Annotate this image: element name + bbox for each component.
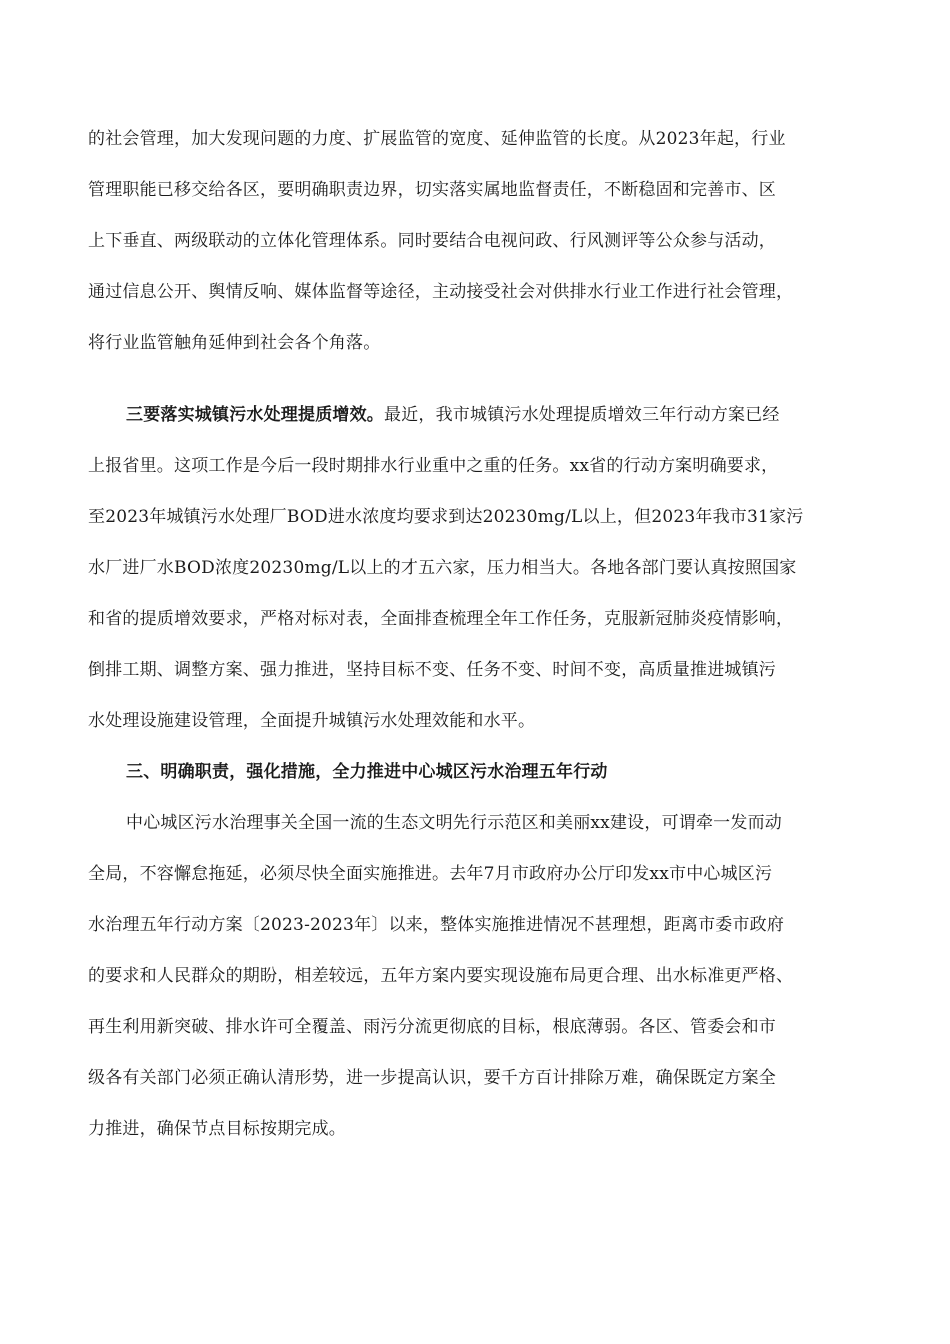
- text-line: 倒排工期、调整方案、强力推进，坚持目标不变、任务不变、时间不变，高质量推进城镇污: [88, 660, 776, 680]
- text-line: 和省的提质增效要求，严格对标对表，全面排查梳理全年工作任务，克服新冠肺炎疫情影响，: [88, 609, 794, 629]
- text-line: 将行业监管触角延伸到社会各个角落。: [88, 333, 381, 353]
- section-heading: 三、明确职责，强化措施，全力推进中心城区污水治理五年行动: [126, 762, 608, 782]
- inline-text: 最近，我市城镇污水处理提质增效三年行动方案已经: [384, 405, 780, 425]
- inline-heading: 三要落实城镇污水处理提质增效。: [126, 405, 384, 425]
- text-line: 水治理五年行动方案〔2023-2023年〕以来，整体实施推进情况不甚理想，距离市委市政府: [88, 915, 785, 935]
- text-line: 的要求和人民群众的期盼，相差较远，五年方案内要实现设施布局更合理、出水标准更严格、: [88, 966, 794, 986]
- text-line: 级各有关部门必须正确认清形势，进一步提高认识，要千方百计排除万难，确保既定方案全: [88, 1068, 776, 1088]
- text-line: 再生利用新突破、排水许可全覆盖、雨污分流更彻底的目标，根底薄弱。各区、管委会和市: [88, 1017, 776, 1037]
- text-line: 管理职能已移交给各区，要明确职责边界，切实落实属地监督责任，不断稳固和完善市、区: [88, 180, 776, 200]
- text-line: 通过信息公开、舆情反响、媒体监督等途径，主动接受社会对供排水行业工作进行社会管理，: [88, 282, 794, 302]
- text-line: 至2023年城镇污水处理厂BOD进水浓度均要求到达20230mg/L以上，但2023年我市31家污: [88, 507, 804, 527]
- text-line: 水厂进厂水BOD浓度20230mg/L以上的才五六家，压力相当大。各地各部门要认真按照国家: [88, 558, 797, 578]
- text-line: 的社会管理，加大发现问题的力度、扩展监管的宽度、延伸监管的长度。从2023年起，行业: [88, 129, 786, 149]
- text-line: 全局，不容懈怠拖延，必须尽快全面实施推进。去年7月市政府办公厅印发xx市中心城区污: [88, 864, 773, 884]
- paragraph-2: [88, 396, 878, 740]
- text-line: 水处理设施建设管理，全面提升城镇污水处理效能和水平。: [88, 711, 536, 731]
- text-line: 上下垂直、两级联动的立体化管理体系。同时要结合电视问政、行风测评等公众参与活动，: [88, 231, 776, 251]
- text-line: 中心城区污水治理事关全国一流的生态文明先行示范区和美丽xx建设，可谓牵一发而动: [126, 813, 782, 833]
- paragraph-1: [88, 120, 878, 362]
- text-line: 力推进，确保节点目标按期完成。: [88, 1119, 346, 1139]
- document-page: [88, 120, 878, 1161]
- text-line: [88, 396, 878, 434]
- text-line: 上报省里。这项工作是今后一段时期排水行业重中之重的任务。xx省的行动方案明确要求，: [88, 456, 779, 476]
- paragraph-3: [88, 804, 878, 1148]
